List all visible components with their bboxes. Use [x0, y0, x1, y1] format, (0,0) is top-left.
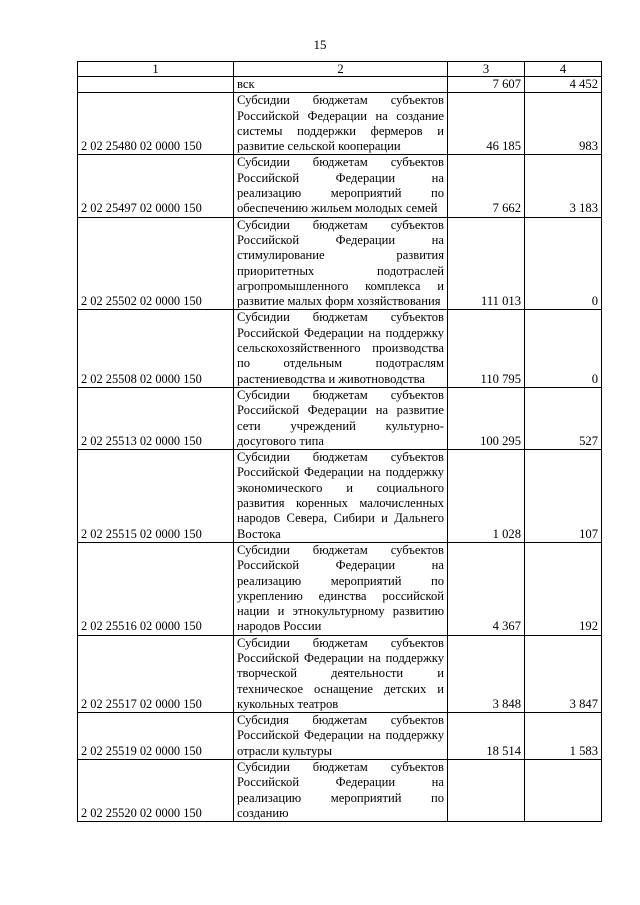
- value-col4: [525, 760, 602, 822]
- item-name: Субсидии бюджетам субъектов Российской Федерации на реализацию мероприятий по обеспечению жильем молодых семей: [234, 155, 448, 217]
- budget-code: 2 02 25508 02 0000 150: [78, 310, 234, 387]
- value-col3: 18 514: [448, 713, 525, 760]
- value-col3: 4 367: [448, 542, 525, 635]
- value-col3: 3 848: [448, 635, 525, 712]
- budget-code: 2 02 25517 02 0000 150: [78, 635, 234, 712]
- column-header: 2: [234, 62, 448, 77]
- item-name: Субсидии бюджетам субъектов Российской Федерации на создание системы поддержки фермеров и развитие сельской кооперации: [234, 93, 448, 155]
- value-col3: 7 607: [448, 77, 525, 93]
- item-name: вск: [234, 77, 448, 93]
- table-row: [78, 77, 602, 93]
- value-col4: 0: [525, 310, 602, 387]
- budget-code: 2 02 25497 02 0000 150: [78, 155, 234, 217]
- budget-table: [77, 61, 602, 822]
- item-name: Субсидии бюджетам субъектов Российской Федерации на реализацию мероприятий по созданию: [234, 760, 448, 822]
- table-row: [78, 93, 602, 155]
- value-col4: 1 583: [525, 713, 602, 760]
- budget-code: 2 02 25519 02 0000 150: [78, 713, 234, 760]
- budget-code: 2 02 25516 02 0000 150: [78, 542, 234, 635]
- value-col4: 0: [525, 217, 602, 310]
- table-row: [78, 310, 602, 387]
- header-row: [78, 62, 602, 77]
- table-row: [78, 387, 602, 449]
- item-name: Субсидия бюджетам субъектов Российской Федерации на поддержку отрасли культуры: [234, 713, 448, 760]
- value-col4: 3 183: [525, 155, 602, 217]
- value-col4: 3 847: [525, 635, 602, 712]
- item-name: Субсидии бюджетам субъектов Российской Федерации на поддержку творческой деятельности и техническое оснащение детских и кукольных театров: [234, 635, 448, 712]
- value-col3: [448, 760, 525, 822]
- budget-code: 2 02 25502 02 0000 150: [78, 217, 234, 310]
- value-col3: 7 662: [448, 155, 525, 217]
- value-col3: 46 185: [448, 93, 525, 155]
- table-row: [78, 450, 602, 543]
- table-row: [78, 760, 602, 822]
- table-row: [78, 542, 602, 635]
- table-row: [78, 155, 602, 217]
- value-col3: 100 295: [448, 387, 525, 449]
- value-col4: 192: [525, 542, 602, 635]
- table-row: [78, 635, 602, 712]
- value-col3: 110 795: [448, 310, 525, 387]
- budget-code: [78, 77, 234, 93]
- item-name: Субсидии бюджетам субъектов Российской Федерации на реализацию мероприятий по укреплению единства российской нации и этнокультурному развитию народов России: [234, 542, 448, 635]
- table-row: [78, 713, 602, 760]
- page-number: 15: [313, 37, 327, 52]
- column-header: 4: [525, 62, 602, 77]
- budget-code: 2 02 25515 02 0000 150: [78, 450, 234, 543]
- item-name: Субсидии бюджетам субъектов Российской Федерации на развитие сети учреждений культурно-досугового типа: [234, 387, 448, 449]
- value-col4: 983: [525, 93, 602, 155]
- value-col3: 1 028: [448, 450, 525, 543]
- value-col4: 527: [525, 387, 602, 449]
- budget-code: 2 02 25480 02 0000 150: [78, 93, 234, 155]
- column-header: 1: [78, 62, 234, 77]
- value-col4: 4 452: [525, 77, 602, 93]
- item-name: Субсидии бюджетам субъектов Российской Федерации на поддержку сельскохозяйственного производства по отдельным подотраслям растениеводства и животноводства: [234, 310, 448, 387]
- budget-code: 2 02 25520 02 0000 150: [78, 760, 234, 822]
- value-col3: 111 013: [448, 217, 525, 310]
- column-header: 3: [448, 62, 525, 77]
- item-name: Субсидии бюджетам субъектов Российской Федерации на стимулирование развития приоритетных подотраслей агропромышленного комплекса и развитие малых форм хозяйствования: [234, 217, 448, 310]
- table-row: [78, 217, 602, 310]
- value-col4: 107: [525, 450, 602, 543]
- item-name: Субсидии бюджетам субъектов Российской Федерации на поддержку экономического и социального развития коренных малочисленных народов Севера, Сибири и Дальнего Востока: [234, 450, 448, 543]
- budget-code: 2 02 25513 02 0000 150: [78, 387, 234, 449]
